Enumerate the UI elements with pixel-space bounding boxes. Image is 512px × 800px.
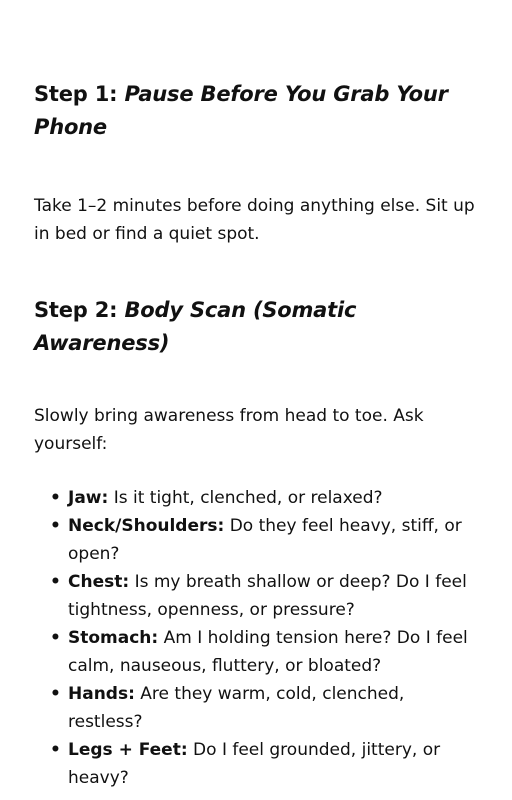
list-item-term: Legs + Feet:: [68, 740, 188, 760]
bullet-icon: •: [50, 488, 61, 508]
step-1-title: Pause Before You Grab Your Phone: [34, 82, 448, 139]
step-1-prefix: Step 1:: [34, 82, 118, 106]
list-item-hands: [50, 680, 482, 736]
bullet-icon: •: [50, 516, 61, 536]
list-item-text: Do they feel heavy, stiff, or open?: [68, 516, 462, 564]
list-item-term: Chest:: [68, 572, 130, 592]
step-1-heading: [34, 78, 482, 144]
step-2-intro: Slowly bring awareness from head to toe. Ask yourself:: [34, 406, 424, 454]
list-item-text: Are they warm, cold, clenched, restless?: [68, 684, 405, 732]
list-item-term: Jaw:: [68, 488, 109, 508]
step-2-heading: [34, 294, 482, 360]
list-item-chest: [50, 568, 482, 624]
bullet-icon: •: [50, 572, 61, 592]
bullet-icon: •: [50, 628, 61, 648]
list-item-text: Is my breath shallow or deep? Do I feel tightness, openness, or pressure?: [68, 572, 467, 620]
step-2-title: Body Scan (Somatic Awareness): [34, 298, 357, 355]
list-item-stomach: [50, 624, 482, 680]
body-scan-list: [34, 484, 482, 792]
list-item-text: Do I feel grounded, jittery, or heavy?: [68, 740, 441, 788]
list-item-text: Am I holding tension here? Do I feel calm, nauseous, fluttery, or bloated?: [68, 628, 468, 676]
list-item-neck-shoulders: [50, 512, 482, 568]
list-item-term: Stomach:: [68, 628, 159, 648]
list-item-term: Hands:: [68, 684, 135, 704]
list-item-jaw: [50, 484, 482, 512]
step-1-body: Take 1–2 minutes before doing anything else. Sit up in bed or find a quiet spot.: [34, 196, 475, 244]
bullet-icon: •: [50, 740, 61, 760]
list-item-text: Is it tight, clenched, or relaxed?: [113, 488, 383, 508]
list-item-term: Neck/Shoulders:: [68, 516, 225, 536]
list-item-legs-feet: [50, 736, 482, 792]
bullet-icon: •: [50, 684, 61, 704]
step-2-prefix: Step 2:: [34, 298, 118, 322]
